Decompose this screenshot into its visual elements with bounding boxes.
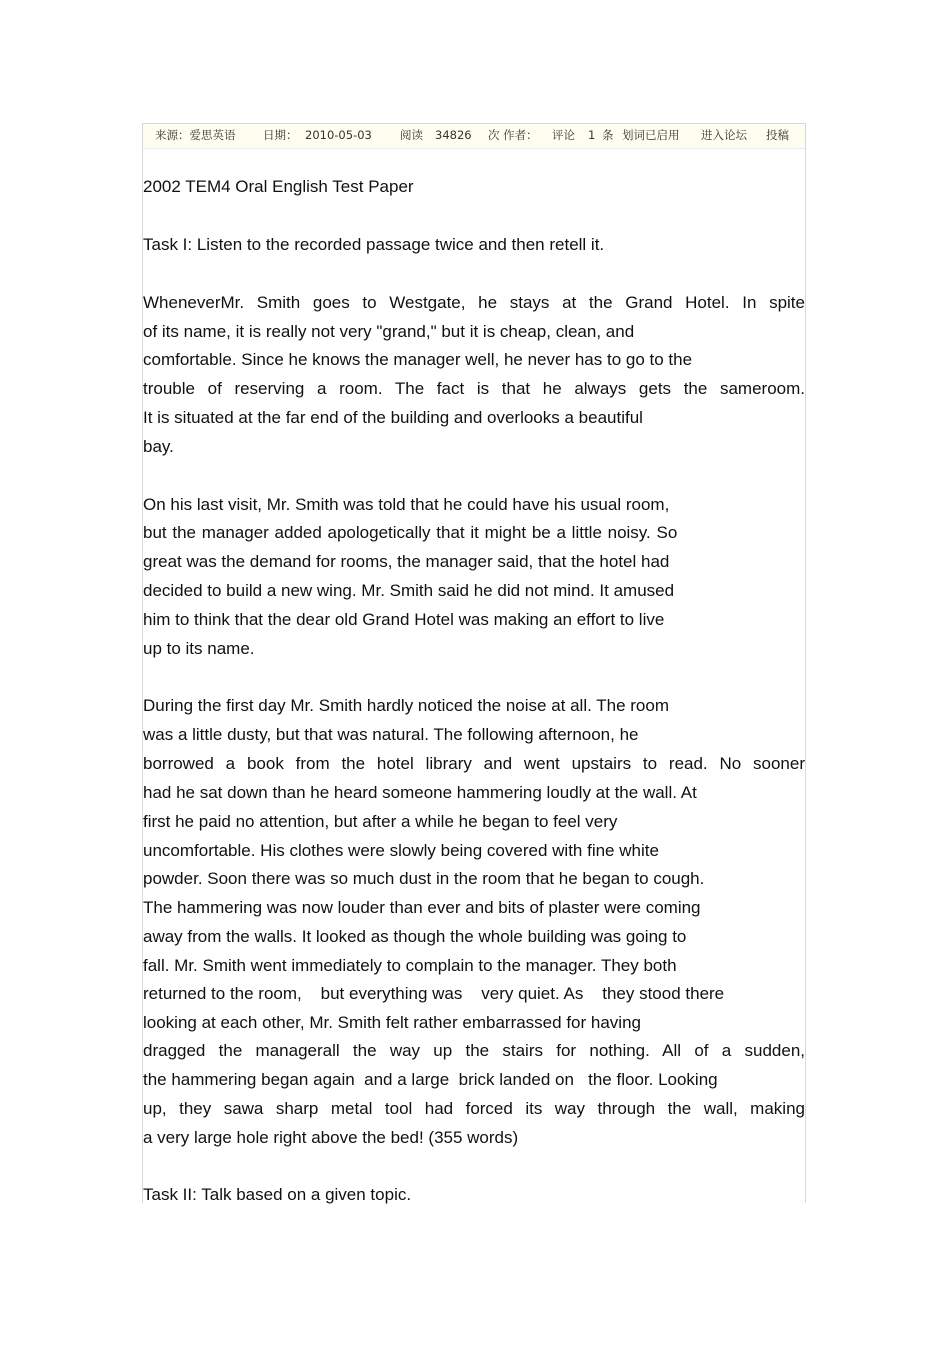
- passage-line: trouble of reserving a room. The fact is that he always gets the sameroom.: [143, 379, 805, 398]
- passage-line: a very large hole right above the bed! (355 words): [143, 1128, 519, 1147]
- passage-line: away from the walls. It looked as though the whole building was going to: [143, 927, 687, 946]
- passage-line: It is situated at the far end of the building and overlooks a beautiful: [143, 408, 643, 427]
- meta-date-label: 日期：: [263, 128, 298, 142]
- meta-date: 2010-05-03: [305, 128, 372, 142]
- passage-line: great was the demand for rooms, the manager said, that the hotel had: [143, 552, 670, 571]
- passage-line: decided to build a new wing. Mr. Smith said he did not mind. It amused: [143, 581, 675, 600]
- passage-line: the hammering began again and a large brick landed on the floor. Looking: [143, 1070, 718, 1089]
- passage-line: On his last visit, Mr. Smith was told that he could have his usual room,: [143, 495, 670, 514]
- task-2-heading: Task II: Talk based on a given topic.: [143, 1185, 412, 1204]
- passage-line: uncomfortable. His clothes were slowly being covered with fine white: [143, 841, 659, 860]
- passage-line: WheneverMr. Smith goes to Westgate, he stays at the Grand Hotel. In spite: [143, 293, 805, 312]
- task-1-heading: Task I: Listen to the recorded passage twice and then retell it.: [143, 235, 605, 254]
- passage-line: bay.: [143, 437, 174, 456]
- passage-line: him to think that the dear old Grand Hotel was making an effort to live: [143, 610, 665, 629]
- passage-line: The hammering was now louder than ever and bits of plaster were coming: [143, 898, 701, 917]
- passage-line: returned to the room, but everything was very quiet. As they stood there: [143, 984, 725, 1003]
- passage-line: up, they sawa sharp metal tool had forced its way through the wall, making: [143, 1099, 805, 1118]
- passage-line: but the manager added apologetically that it might be a little noisy. So: [143, 523, 678, 542]
- meta-reads-label: 阅读: [400, 128, 423, 142]
- passage-line: fall. Mr. Smith went immediately to complain to the manager. They both: [143, 956, 677, 975]
- passage-line: powder. Soon there was so much dust in the room that he began to cough.: [143, 869, 705, 888]
- meta-comment-unit: 条: [602, 128, 614, 142]
- meta-highlight-toggle[interactable]: 划词已启用: [622, 128, 680, 142]
- article-meta-bar: [143, 124, 805, 149]
- passage-line: comfortable. Since he knows the manager well, he never has to go to the: [143, 350, 693, 369]
- meta-comments-link[interactable]: 评论: [552, 128, 575, 142]
- submit-link[interactable]: 投稿: [766, 128, 789, 142]
- passage-line: had he sat down than he heard someone hammering loudly at the wall. At: [143, 783, 697, 802]
- passage-line: of its name, it is really not very "grand," but it is cheap, clean, and: [143, 322, 635, 341]
- article-title: 2002 TEM4 Oral English Test Paper: [143, 177, 414, 196]
- meta-comment-count: 1: [588, 128, 596, 142]
- meta-times-author: 次 作者：: [488, 128, 538, 142]
- passage-line: was a little dusty, but that was natural. The following afternoon, he: [143, 725, 639, 744]
- meta-source: 来源：爱思英语: [155, 128, 236, 142]
- passage-line: borrowed a book from the hotel library and went upstairs to read. No sooner: [143, 754, 805, 773]
- passage-line: first he paid no attention, but after a while he began to feel very: [143, 812, 618, 831]
- forum-link[interactable]: 进入论坛: [701, 128, 747, 142]
- passage-line: looking at each other, Mr. Smith felt rather embarrassed for having: [143, 1013, 641, 1032]
- passage-line: During the first day Mr. Smith hardly noticed the noise at all. The room: [143, 696, 669, 715]
- passage-line: up to its name.: [143, 639, 255, 658]
- passage-line: dragged the managerall the way up the stairs for nothing. All of a sudden,: [143, 1041, 805, 1060]
- meta-read-count: 34826: [435, 128, 472, 142]
